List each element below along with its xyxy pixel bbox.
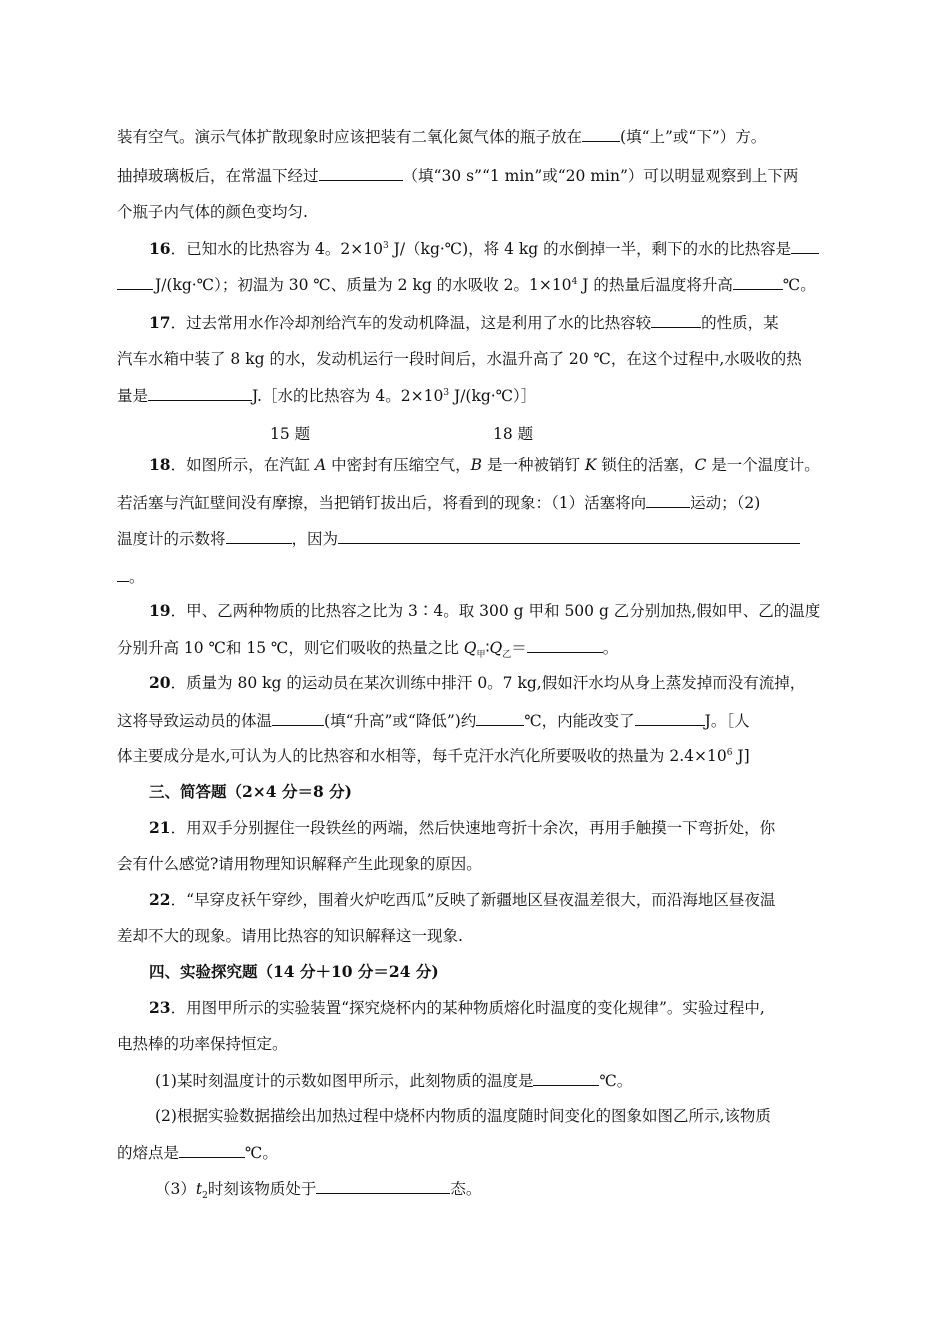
q15-text: 抽掉玻璃板后，在常温下经过 — [117, 167, 319, 185]
q16-line2 — [117, 274, 816, 295]
q23-part2-cont — [117, 1142, 278, 1163]
q20-text: 体主要成分是水,可认为人的比热容和水相等，每千克汗水汽化所要吸收的热量为 2.4×10 — [117, 747, 727, 765]
q17-text: 的性质，某 — [701, 314, 779, 332]
q17-text: 量是 — [117, 387, 149, 405]
q23-line2 — [117, 1034, 288, 1054]
subscript: 甲 — [476, 650, 486, 661]
q18-line3 — [117, 528, 800, 549]
q18-text: 锁住的活塞， — [596, 456, 695, 474]
symbol-B: B — [470, 456, 483, 474]
figure-label-15: 15 题 — [270, 425, 311, 443]
exponent: 3 — [382, 240, 389, 251]
q17-text: J/(kg·℃）］ — [449, 387, 537, 405]
section-heading-3: 三、简答题（2×4 分＝8 分) — [149, 782, 352, 801]
answer-blank[interactable] — [226, 528, 292, 544]
q20-text: J。［人 — [704, 712, 750, 730]
q23-text: 电热棒的功率保持恒定。 — [117, 1035, 288, 1053]
q17-line1 — [149, 312, 779, 333]
answer-blank[interactable] — [646, 492, 690, 508]
q15-text: 个瓶子内气体的颜色变均匀. — [117, 203, 308, 221]
q23-text: 时刻该物质处于 — [207, 1180, 317, 1198]
q15-text: 装有空气。演示气体扩散现象时应该把装有二氧化氮气体的瓶子放在 — [117, 128, 583, 146]
q17-text: 汽车水箱中装了 8 kg 的水，发动机运行一段时间后，水温升高了 20 ℃，在这个过程中,水吸收的热 — [117, 350, 802, 368]
q23-part2 — [155, 1106, 771, 1126]
q21-line1 — [149, 818, 775, 838]
q23-text: (2)根据实验数据描绘出加热过程中烧杯内物质的温度随时间变化的图象如图乙所示,该物质 — [155, 1107, 771, 1125]
subscript: 乙 — [502, 650, 512, 661]
q16-line1 — [149, 238, 819, 259]
q16-text: J/（kg·℃)，将 4 kg 的水倒掉一半，剩下的水的比热容是 — [388, 240, 792, 258]
answer-blank[interactable] — [635, 710, 705, 726]
question-number: 18 — [149, 455, 171, 474]
q17-text: J.［水的比热容为 4。2×10 — [252, 387, 444, 405]
q19-line1 — [149, 601, 820, 621]
q18-text: ，因为 — [291, 530, 339, 548]
q15-text: (填“上”或“下”）方。 — [620, 128, 767, 146]
q16-text: J/(kg·℃）；初温为 30 ℃、质量为 2 kg 的水吸收 2。1×10 — [155, 276, 572, 294]
symbol-K: K — [584, 456, 597, 474]
q22-line1 — [149, 890, 775, 910]
section-heading-4: 四、实验探究题（14 分＋10 分＝24 分) — [149, 962, 439, 981]
q18-line1 — [149, 455, 820, 475]
question-number: 23 — [149, 998, 171, 1017]
question-number: 19 — [149, 601, 171, 620]
exponent: 4 — [571, 276, 578, 287]
symbol-Q: Q — [489, 639, 503, 657]
answer-blank[interactable] — [527, 637, 603, 653]
q18-text: 若活塞与汽缸壁间没有摩擦，当把销钉拔出后，将看到的现象：（1）活塞将向 — [117, 494, 647, 512]
question-number: 22 — [149, 890, 171, 909]
q20-text: 这将导致运动员的体温 — [117, 712, 273, 730]
q23-part3 — [155, 1178, 482, 1202]
q20-text: ．质量为 80 kg 的运动员在某次训练中排汗 0。7 kg,假如汗水均从身上蒸发掉而没有流掉， — [170, 674, 806, 692]
q15-line1 — [117, 126, 766, 147]
answer-blank[interactable] — [316, 1178, 450, 1194]
symbol-C: C — [694, 456, 707, 474]
q20-line3 — [117, 746, 750, 766]
q18-text: 是一个温度计。 — [706, 456, 820, 474]
q19-text: 分别升高 10 ℃和 15 ℃，则它们吸收的热量之比 — [117, 639, 464, 657]
q23-text: ℃。 — [599, 1072, 633, 1090]
q18-text: 运动；（2) — [690, 494, 761, 512]
q18-text: 温度计的示数将 — [117, 530, 226, 548]
symbol-Q: Q — [463, 639, 477, 657]
q23-part1 — [155, 1070, 632, 1091]
q17-line3 — [117, 385, 536, 406]
q22-text: 差却不大的现象。请用比热容的知识解释这一现象. — [117, 927, 463, 945]
q20-line1 — [149, 673, 805, 693]
q18-line2 — [117, 492, 760, 513]
q15-line3 — [117, 202, 308, 222]
q16-text: ．已知水的比热容为 4。2×10 — [170, 240, 383, 258]
q19-line2 — [117, 637, 619, 661]
answer-blank[interactable] — [733, 274, 783, 290]
q18-text: 。 — [129, 568, 145, 586]
answer-blank[interactable] — [476, 710, 524, 726]
q18-text: 中密封有压缩空气， — [326, 456, 471, 474]
question-number: 21 — [149, 818, 171, 837]
q15-line2 — [117, 165, 798, 186]
q17-line2 — [117, 349, 802, 369]
figure-label-18: 18 题 — [493, 425, 534, 443]
q21-line2 — [117, 854, 482, 874]
answer-blank[interactable] — [319, 165, 403, 181]
question-number: 16 — [149, 239, 171, 258]
q19-text: ∶ — [485, 639, 490, 657]
q20-text: (填“升高”或“降低”)约 — [324, 712, 477, 730]
q23-text: ．用图甲所示的实验装置“探究烧杯内的某种物质熔化时温度的变化规律”。实验过程中, — [170, 999, 765, 1017]
exponent: 6 — [726, 747, 733, 758]
q20-text: ℃，内能改变了 — [524, 712, 635, 730]
answer-blank-long[interactable] — [338, 528, 800, 544]
q22-text: ．“早穿皮袄午穿纱，围着火炉吃西瓜”反映了新疆地区昼夜温差很大，而沿海地区昼夜温 — [170, 891, 776, 909]
q23-text: （3） — [155, 1180, 196, 1198]
q23-text: 态。 — [450, 1180, 482, 1198]
answer-blank[interactable] — [179, 1142, 245, 1158]
answer-blank[interactable] — [148, 385, 252, 401]
q20-line2 — [117, 710, 750, 731]
symbol-t: t — [195, 1180, 203, 1198]
q20-text: J] — [732, 747, 750, 765]
q17-text: ．过去常用水作冷却剂给汽车的发动机降温，这是利用了水的比热容较 — [170, 314, 652, 332]
answer-blank[interactable] — [533, 1070, 599, 1086]
q23-text: (1)某时刻温度计的示数如图甲所示，此刻物质的温度是 — [155, 1072, 534, 1090]
q23-text: 的熔点是 — [117, 1144, 180, 1162]
answer-blank[interactable] — [651, 312, 701, 328]
q19-text: ．甲、乙两种物质的比热容之比为 3∶4。取 300 g 甲和 500 g 乙分别加热,假如甲、乙的温度 — [170, 602, 821, 620]
q21-text: ．用双手分别握住一段铁丝的两端，然后快速地弯折十余次，再用手触摸一下弯折处，你 — [170, 819, 776, 837]
q23-text: ℃。 — [245, 1144, 278, 1162]
symbol-A: A — [315, 456, 327, 474]
question-number: 20 — [149, 673, 171, 692]
q21-text: 会有什么感觉?请用物理知识解释产生此现象的原因。 — [117, 855, 482, 873]
q19-text: ＝ — [511, 639, 527, 657]
answer-blank[interactable] — [791, 238, 819, 254]
answer-blank[interactable] — [117, 566, 129, 582]
exponent: 3 — [443, 387, 450, 398]
q19-text: 。 — [602, 639, 619, 657]
subscript: 2 — [202, 1191, 208, 1202]
q22-line2 — [117, 926, 463, 946]
answer-blank[interactable] — [272, 710, 324, 726]
answer-blank[interactable] — [117, 274, 153, 290]
q23-line1 — [149, 998, 765, 1018]
q16-text: ℃。 — [782, 276, 816, 294]
q15-text: （填“30 s”“1 min”或“20 min”）可以明显观察到上下两 — [402, 167, 799, 185]
answer-blank[interactable] — [582, 126, 620, 142]
q18-line4 — [117, 566, 145, 587]
q18-text: ．如图所示，在汽缸 — [170, 456, 316, 474]
q18-text: 是一种被销钉 — [482, 456, 585, 474]
q16-text: J 的热量后温度将升高 — [577, 276, 733, 294]
question-number: 17 — [149, 313, 171, 332]
